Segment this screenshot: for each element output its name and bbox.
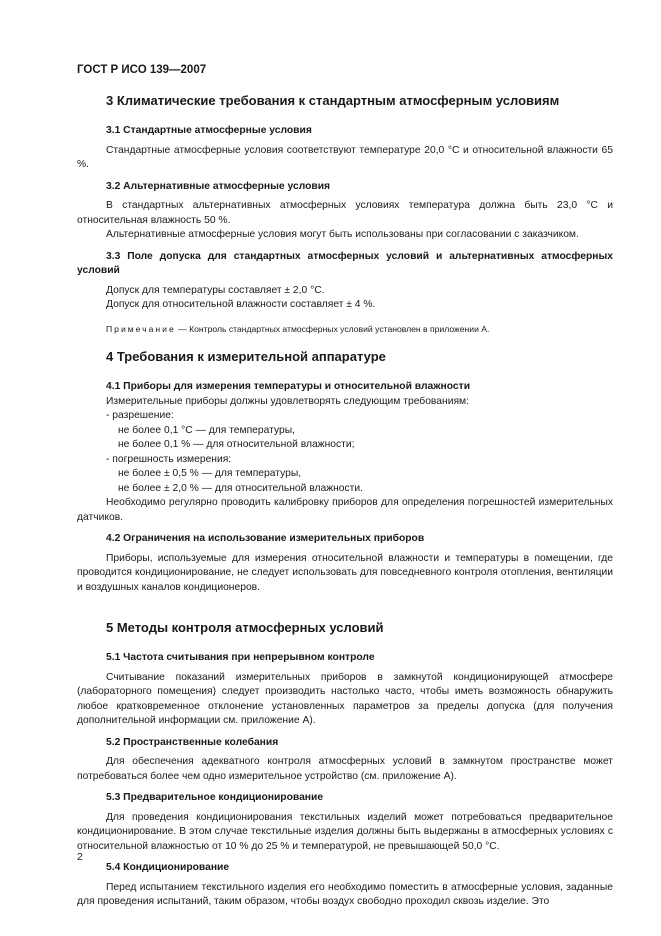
list-item: не более 0,1 % — для относительной влажности;	[118, 439, 355, 450]
section-5-3-title: 5.3 Предварительное кондиционирование	[106, 792, 324, 803]
section-3-3-text-1: Допуск для температуры составляет ± 2,0 °С.	[106, 284, 325, 296]
section-5-1-text: Считывание показаний измерительных приборов в замкнутой кондиционирующей атмосфере (лабораторного помещения) следует производить настолько часто, чтобы иметь возможность обнаружить любое кратковременное отклонение установленных параметров за пределы допуска (для получения дополнительной информации см. приложение А).	[77, 671, 613, 726]
note	[77, 322, 613, 337]
section-3-3-text-2: Допуск для относительной влажности составляет ± 4 %.	[106, 299, 376, 310]
section-5-title: 5 Методы контроля атмосферных условий	[106, 620, 384, 635]
section-4-title: 4 Требования к измерительной аппаратуре	[106, 349, 386, 364]
document-body	[77, 92, 613, 910]
section-3-1-title: 3.1 Стандартные атмосферные условия	[106, 125, 312, 136]
section-4-2-title: 4.2 Ограничения на использование измерительных приборов	[106, 533, 425, 544]
requirements-list	[77, 409, 613, 496]
section-4-1-intro: Измерительные приборы должны удовлетворять следующим требованиям:	[106, 395, 469, 407]
section-3-3-title: 3.3 Поле допуска для стандартных атмосферных условий и альтернативных атмосферных условий	[77, 250, 613, 276]
section-5-1-title: 5.1 Частота считывания при непрерывном контроле	[106, 652, 375, 663]
section-5-3-text: Для проведения кондиционирования текстильных изделий может потребоваться предварительное кондиционирование. В этом случае текстильные изделия должны быть выдержаны в атмосферных условиях с относительной влажностью от 10 % до 25 % и температурой, не превышающей 50,0 °С.	[77, 811, 613, 852]
note-label: Примечание	[106, 323, 176, 334]
page-number: 2	[77, 851, 83, 863]
section-3-1-text: Стандартные атмосферные условия соответствуют температуре 20,0 °С и относительной влажности 65 %.	[77, 144, 613, 170]
section-3-2-text-1: В стандартных альтернативных атмосферных условиях температура должна быть 23,0 °С и относительная влажность 50 %.	[77, 200, 613, 226]
section-5-2-title: 5.2 Пространственные колебания	[106, 736, 279, 748]
section-3-title: 3 Климатические требования к стандартным атмосферным условиям	[106, 93, 560, 108]
list-item: не более ± 0,5 % — для температуры,	[118, 468, 302, 479]
document-header: ГОСТ Р ИСО 139—2007	[77, 64, 207, 76]
section-4-1-title: 4.1 Приборы для измерения температуры и относительной влажности	[106, 381, 471, 392]
section-4-2-text: Приборы, используемые для измерения относительной влажности и температуры в помещении, где проводится кондиционирование, не следует использовать для повседневного контроля отопления, вентиляции и воздушных каналов кондиционеров.	[77, 552, 613, 593]
section-4-1-text: Необходимо регулярно проводить калибровку приборов для определения погрешностей измерительных датчиков.	[77, 497, 613, 523]
list-item: не более ± 2,0 % — для относительной влажности.	[118, 482, 363, 494]
section-5-4-text: Перед испытанием текстильного изделия его необходимо поместить в атмосферные условия, заданные для проведения испытаний, таким образом, чтобы воздух свободно проходил сквозь изделие. Это	[77, 881, 613, 907]
section-3-2-title: 3.2 Альтернативные атмосферные условия	[106, 180, 331, 192]
section-5-4-title: 5.4 Кондиционирование	[106, 862, 230, 873]
list-item: не более 0,1 °С — для температуры,	[118, 424, 295, 436]
list-item: - погрешность измерения:	[106, 453, 232, 465]
list-item: - разрешение:	[106, 410, 174, 421]
section-3-2-text-2: Альтернативные атмосферные условия могут быть использованы при согласовании с заказчиком.	[106, 229, 579, 240]
section-5-2-text: Для обеспечения адекватного контроля атмосферных условий в замкнутом пространстве может потребоваться более чем одно измерительное устройство (см. приложение А).	[77, 756, 613, 782]
note-text: — Контроль стандартных атмосферных условий установлен в приложении А.	[175, 323, 490, 334]
